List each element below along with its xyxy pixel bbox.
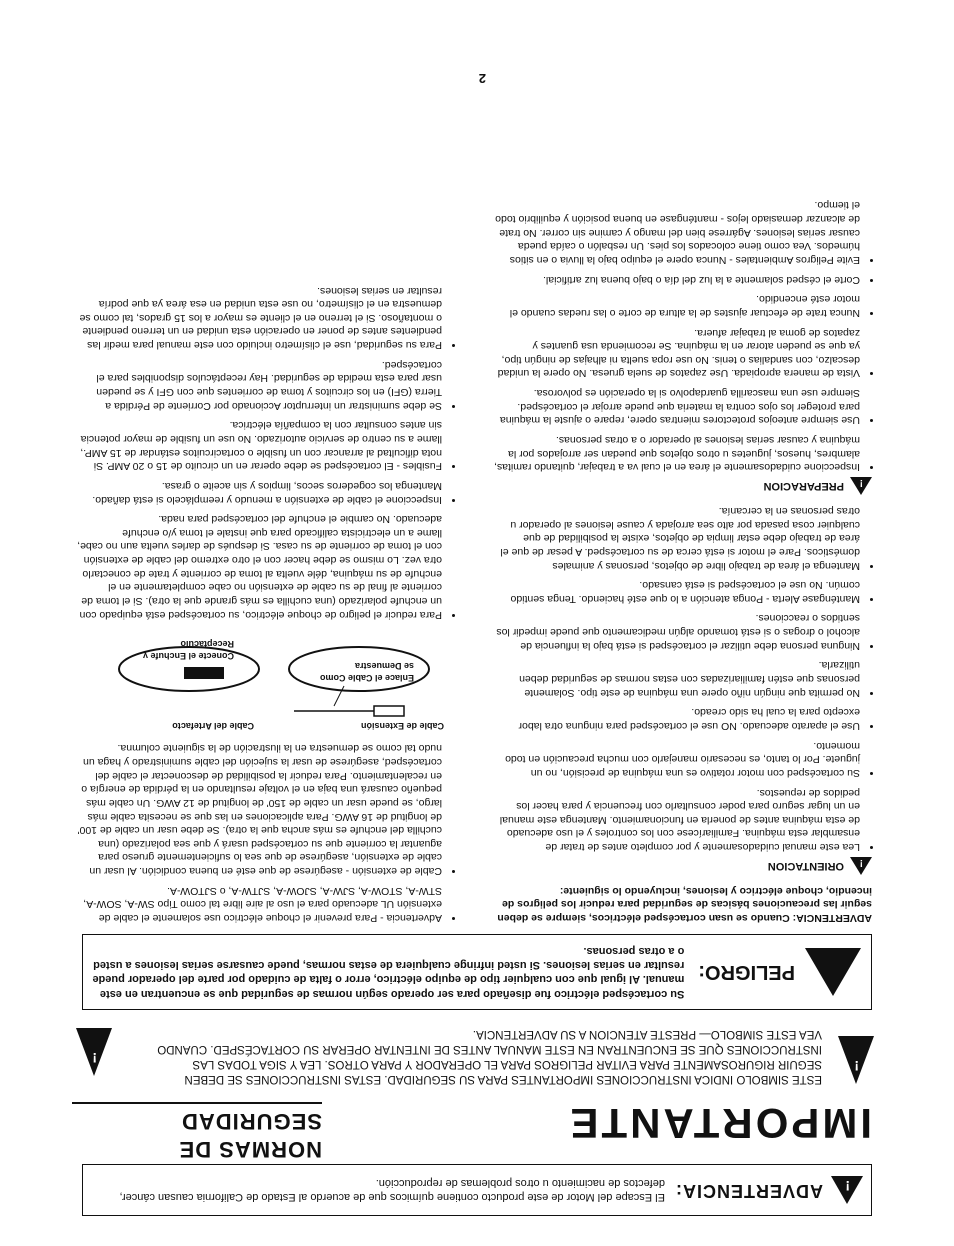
list-item: • Inspeccione el cable de extensión a menudo y reemplácelo si está dañado. Mantenga los cogederos secos, limpios y sin aceite o grasa.	[76, 478, 442, 505]
electrical-list	[76, 283, 454, 621]
title-row	[72, 1100, 872, 1163]
list-item: • No permita que ningún niño opere una máquina de este tipo. Solamente personas que estén familiarizadas con estas normas de seguridad deben utilizarla.	[494, 658, 860, 699]
list-item: • Fusibles - El cortacésped se debe operar en un circuito de 15 o 20 AMP. Si nota dificultad al arrancar con un fusible o cortacircuitos estándar de 15 AMP., llame a su centro de servicio autorizado. No use un fusible de mayor potencia sin antes consultar con la compañía eléctrica.	[76, 418, 442, 473]
list-item: • Ninguna persona debe utilizar el cortacésped si está bajo la influencia de alcohol o drogas o si está tomando algún medicamento que puede impedir los sentidos o reacciones.	[494, 611, 860, 652]
preparacion-heading-text: PREPARACION	[763, 480, 844, 493]
list-item: • Nunca trate de efectuar ajustes de la altura de corte o las ruedas cuando el motor esté encendido.	[494, 292, 860, 319]
list-item: • Para reducir el peligro de choque eléctrico, su cortacésped está equipado con un enchufe polarizado (una cuchilla es más grande que la otra). Si el toma de corriente al final de su cable de extensión no cabe completamente en el enchufe de su máquina, déle vuelta al toma de corriente y trate de conectarlo otra vez. Lo mismo se debe hacer con el otro extremo del cable de extensión con el toma de corriente de su casa. Si después de darles vuelta aun no cabe, llame a un electricista calificado para que instale el toma y/o enchufe adecuado. No cambie el enchufe del cortacésped para nada.	[76, 512, 442, 621]
danger-box	[82, 934, 872, 1010]
page-number: 2	[478, 71, 486, 86]
cable-appliance-label: Cable del Artefacto	[172, 720, 254, 731]
list-item: • Evite Peligros Ambientales - Nunca opere el equipo bajo la lluvia o en sitios húmedos. Vea como tiene colocados los pies. Un resbalón o caída pueda causar serias lesiones. Agárrese bien del mango y camine sin correr. No trate de alcanzar demasiado lejos - manténgase en buena posición y equilibrio todo el tiempo.	[494, 198, 860, 266]
list-item: • Cable de extensión - asegúrese de que esté en buena condición. Al usar un cable de extensión, asegúrese de que sea lo suficientemente grueso para aguantar la corriente que su cortacésped usará y que sea polarizado (una cuchilla del enchufe es más ancha que la otra). Se debe usar un cable de 100' de longitud de 16 AWG. Para aplicaciones en las que se necesita cable más largo, se puede usar un cable de 150' de longitud de 12 AWG. Un cable más pequeño causará una baja en el voltaje resultando en la pérdida de energía o en recalentamiento. Para reducir la posibilidad de desconectar el cable del cortacésped, asegúrese de usar la sujeción del cable suministrado y haga un nudo tal como se demuestra en la ilustración de la siguiente columna.	[76, 741, 442, 877]
orientacion-heading-text: ORIENTACION	[767, 860, 844, 873]
cable-extension-label: Cable de Extensión	[360, 720, 444, 731]
list-item: • Mantenga el área de trabajo libre de objetos, personas y animales domésticos. Pare el motor si está cerca de su cortacésped. A pesar de que el área de trabajo debe estar limpia de objetos, existe la posibilidad de que cualquier cosa pasada por alto sea arrojada y cause lesiones al operador u otras personas en la cercanía.	[494, 503, 860, 571]
list-item: • Se debe suministrar un interruptor Accionado por Corriente de Pérdida a Tierra (GFI) en los circuitos y toma de corrientes que con GFI y se pueden usar para esta medida de seguridad. Hay receptáculos disponibles para el cortacésped.	[76, 357, 442, 412]
right-column	[76, 277, 454, 924]
connect-plug-label: Conecte el Enchufe y Receptáculo	[142, 638, 234, 661]
list-item: • Corte el césped solamente a la luz del día o bajo buena luz artificial.	[494, 272, 860, 286]
preparacion-list	[494, 198, 872, 474]
top-warning-label: ADVERTENCIA:	[674, 1180, 823, 1201]
list-item: • Para su seguridad, use el clisímetro incluido con este manual para medir las pendientes antes de poner en operación esta unidad en un terreno pendiente o montañoso. Si el terreno en el cliente es mayor a los 15 grados, tal como se demuestra en el clisímetro, no use esta unidad en esa área ya que podría resultar en serias lesiones.	[76, 283, 442, 351]
tie-cable-label: Enlace el Cable Como se Demuestra	[319, 660, 414, 683]
orientacion-list	[494, 503, 872, 853]
danger-text: Su cortacésped eléctrico fue diseñado para ser operado según normas de seguridad que se encuentran en este manual. Al igual que con cualquier tipo de equipo eléctrico, error o falta de cuidado por parte del operador puede resultar en serias lesiones. Si usted infringe cualquiera de estas normas, puede causarse serias lesiones a usted o a otras personas.	[92, 944, 685, 1000]
cable-figure	[76, 631, 454, 731]
list-item: • Vista de manera apropiada. Use zapatos de suela gruesa. No opere la unidad descalzo, con sandalias o tenis. No use ropa suelta ni alhajas de ningún tipo, ya que se pueden atorar en la máquina. Se recomienda usa guantes y zapatos de goma al trabajar afuera.	[494, 325, 860, 380]
list-item: • Su cortacésped con motor rotativo es una máquina de precisión, no un juguete. Por lo tanto, es necesario manejarlo con mucha precaución en todo momento.	[494, 738, 860, 779]
intro-section	[82, 1026, 872, 1086]
list-item: • Advertencia - Para prevenir el choque eléctrico use solamente el cable de extensión UL adecuado para el uso al aire libre tal como Tipo SW-A, SOW-A, STW-A, STOW-A, SJW-A, SJOW-A, SJTW-A, o SJTOW-A.	[76, 883, 442, 924]
orientacion-heading	[494, 857, 872, 875]
cable-list	[76, 741, 454, 924]
warning-icon	[76, 1028, 112, 1076]
danger-label: PELIGRO:	[698, 961, 795, 983]
list-item: • Lea este manual cuidadosamente y por completo antes de tratar de ensamblar esta máquina. Familiarícese con los controles y el uso adecuado de esta máquina antes de ponerla en funcionamiento. Mantenga este manual en un lugar seguro para poder consultarlo con frecuencia y para hacer los pedidos de repuestos.	[494, 785, 860, 853]
list-item: • Inspeccione cuidadosamente el área en el cual va a trabajar, quitando ramitas, alambres, huesos, juguetes u otros objetos que puedan ser arrojados por la máquina y causar serias lesiones al operador o a otras personas.	[494, 432, 860, 473]
warning-icon	[838, 1036, 874, 1084]
danger-icon	[805, 948, 861, 996]
preparacion-heading	[494, 477, 872, 495]
main-title: IMPORTANTE	[567, 1100, 872, 1147]
left-column	[494, 192, 872, 924]
top-warning-text: El Escape del Motor de este producto contiene químicos que de acuerdo al Estado de California causan cáncer, defectos de nacimiento u otros problemas de reproducción.	[119, 1177, 665, 1204]
warning-icon	[850, 477, 872, 495]
sub-title: NORMAS DE SEGURIDAD	[72, 1102, 322, 1163]
warning-icon	[831, 1176, 863, 1204]
top-warning-box	[82, 1164, 872, 1216]
intro-text: ESTE SIMBOLO INDICA INSTRUCCIONES IMPORTANTES PARA SU SEGURIDAD. ESTAS INSTRUCCIONES SE DEBEN SEGUIR RIGUROSAMENTE PARA EVITAR PELIGROS PARA EL OPERADOR Y PARA OTROS. LEA Y SIGA TODAS LAS INSTRUCCIONES QUE SE ENCUENTRAN EN ESTE MANUAL ANTES DE INTENTAR OPERAR SU CORTACÉSPED. CUANDO VEA ESTE SIMBOLO— PRESTE ATENCION A SU ADVERTENCIA.	[157, 1028, 822, 1085]
warning-icon	[850, 857, 872, 875]
list-item: • Use el aparato adecuado. NO use el cortacésped para ninguna otra labor excepto para la cual ha sido creado.	[494, 705, 860, 732]
advertencia-paragraph: ADVERTENCIA: Cuando se usan cortacésped eléctricos, siempre se deben seguir las precauciones básicas de seguridad para reducir los peligros de incendio, choque eléctrico y lesiones, incluyendo lo siguiente:	[497, 884, 872, 924]
list-item: • Use siempre anteojos protectores mientras opere, repare o ajuste la máquina para proteger los ojos contra la materia que puede arrojar el cortacésped. Siempre use una mascarilla guardapolvo si la operación es polvorosa.	[494, 386, 860, 427]
list-item: • Manténgase Alerta - Ponga atención a lo que esté haciendo. Tenga sentido común. No use el cortacésped si está cansado.	[494, 578, 860, 605]
